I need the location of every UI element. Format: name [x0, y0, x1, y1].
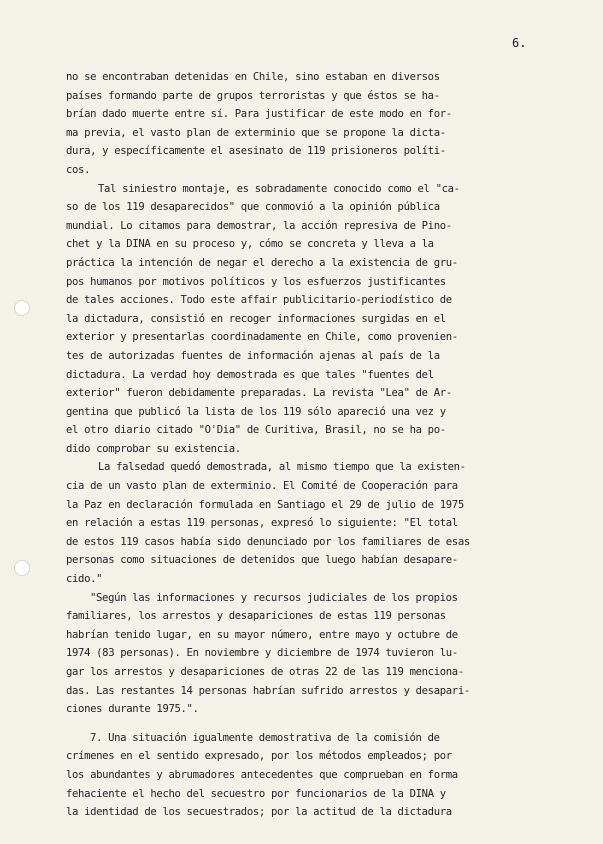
text-line: dictadura. La verdad hoy demostrada es que tales "fuentes del	[66, 368, 434, 381]
text-line: no se encontraban detenidas en Chile, sino estaban en diversos	[66, 71, 440, 83]
punch-hole-bottom	[14, 560, 30, 576]
text-line: la Paz en declaración formulada en Santiago el 29 de julio de 1975	[66, 498, 464, 511]
text-line: Tal siniestro montaje, es sobradamente conocido como el "ca-	[98, 182, 460, 195]
text-line: tes de autorizadas fuentes de información ajenas al país de la	[66, 349, 440, 362]
page-number: 6.	[512, 36, 527, 50]
text-line: el otro diario citado "O'Dia" de Curitiva, Brasil, no se ha po-	[66, 424, 446, 437]
text-line: brían dado muerte entre sí. Para justificar de este modo en for-	[66, 108, 452, 121]
paragraph-gap	[66, 719, 546, 729]
text-line: los abundantes y abrumadores antecedentes que comprueban en forma	[66, 768, 458, 781]
punch-hole-top	[14, 300, 30, 316]
text-line: pos humanos por motivos políticos y los esfuerzos justificantes	[66, 275, 446, 288]
text-line: "Según las informaciones y recursos judiciales de los propios	[90, 591, 458, 604]
text-line: so de los 119 desaparecidos" que conmovió a la opinión pública	[66, 201, 440, 214]
text-line: habrían tenido lugar, en su mayor número, entre mayo y octubre de	[66, 628, 458, 641]
text-line: cia de un vasto plan de exterminio. El Comité de Cooperación para	[66, 480, 458, 493]
text-line: gar los arrestos y desapariciones de otras 22 de las 119 menciona-	[66, 666, 464, 678]
text-line: de estos 119 casos había sido denunciado por los familiares de esas	[66, 535, 470, 548]
text-line: crímenes en el sentido expresado, por los métodos empleados; por	[66, 750, 452, 763]
text-line: ciones durante 1975.".	[66, 703, 199, 716]
text-line: das. Las restantes 14 personas habrían sufrido arrestos y desapari-	[66, 684, 470, 697]
text-line: países formando parte de grupos terroristas y que éstos se ha-	[66, 89, 440, 102]
text-line: 1974 (83 personas). En noviembre y diciembre de 1974 tuvieron lu-	[66, 647, 458, 660]
text-line: la dictadura, consistió en recoger informaciones surgidas en el	[66, 312, 446, 325]
text-line: gentina que publicó la lista de los 119 sólo apareció una vez y	[66, 405, 446, 418]
text-line: exterior y presentarlas coordinadamente en Chile, como provenien-	[66, 331, 458, 344]
text-line: fehaciente el hecho del secuestro por funcionarios de la DINA y	[66, 787, 446, 800]
text-line: cido."	[66, 573, 103, 586]
text-line: en relación a estas 119 personas, expresó lo siguiente: "El total	[66, 517, 458, 530]
text-line: ma previa, el vasto plan de exterminio que se propone la dicta-	[66, 126, 446, 139]
text-line: personas como situaciones de detenidos que luego habían desapare-	[66, 554, 458, 567]
text-line: dura, y específicamente el asesinato de 119 prisioneros políti-	[66, 145, 446, 158]
text-line: familiares, los arrestos y desapariciones de estas 119 personas	[66, 610, 446, 623]
text-line: La falsedad quedó demostrada, al mismo tiempo que la existen-	[98, 461, 466, 474]
text-line: la identidad de los secuestrados; por la actitud de la dictadura	[66, 806, 452, 819]
text-line: exterior" fueron debidamente preparadas. La revista "Lea" de Ar-	[66, 387, 452, 400]
text-line: práctica la intención de negar el derecho a la existencia de gru-	[66, 256, 458, 269]
text-line: chet y la DINA en su proceso y, cómo se concreta y lleva a la	[66, 238, 434, 251]
text-line: de tales acciones. Todo este affair publicitario-periodístico de	[66, 294, 452, 307]
text-line: cos.	[66, 163, 91, 176]
text-line: dido comprobar su existencia.	[66, 442, 241, 455]
text-line: mundial. Lo citamos para demostrar, la acción represiva de Pino-	[66, 219, 452, 232]
body-text	[66, 68, 546, 822]
text-line: 7. Una situación igualmente demostrativa de la comisión de	[90, 731, 440, 744]
